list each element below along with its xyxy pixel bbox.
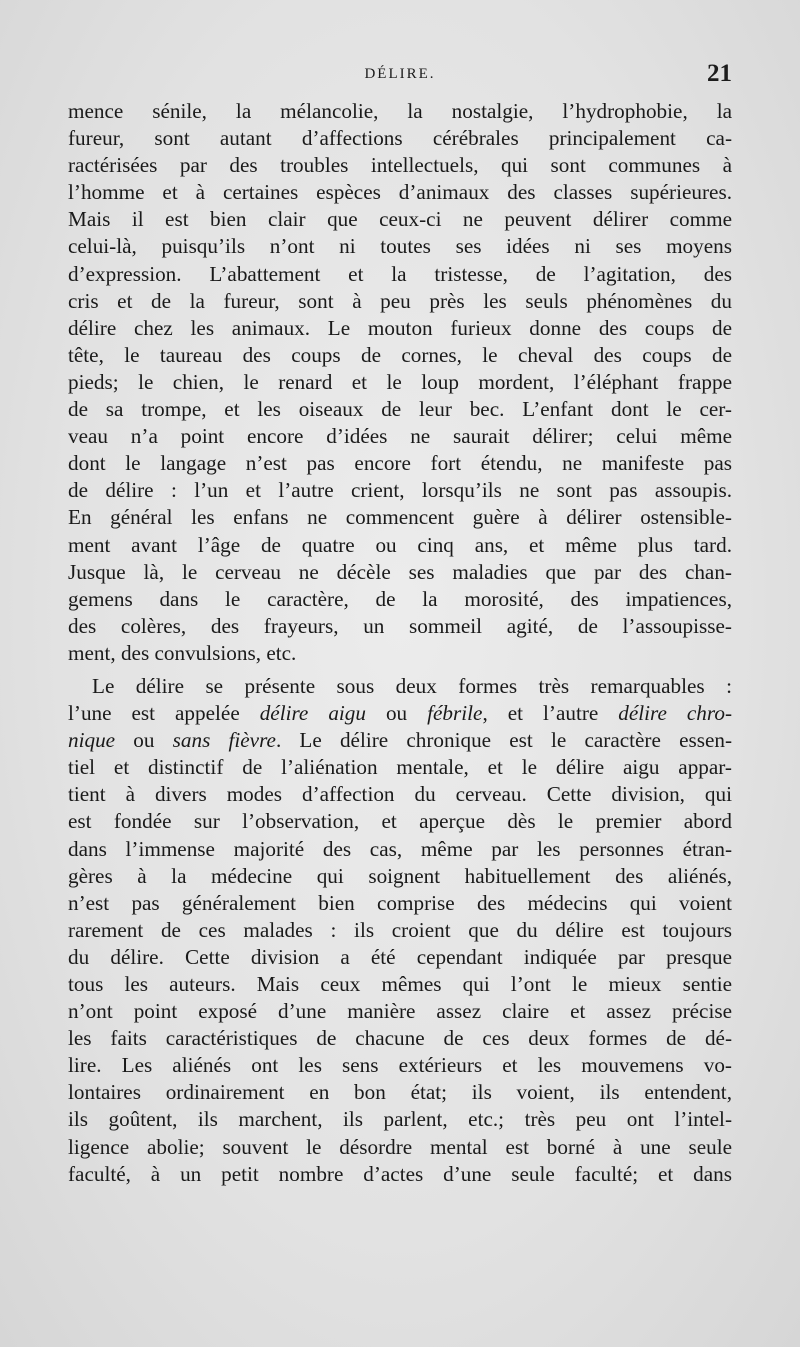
text-line: veau n’a point encore d’idées ne saurait délirer; celui même xyxy=(68,424,732,449)
text-line: Jusque là, le cerveau ne décèle ses maladies que par des chan- xyxy=(68,559,732,584)
text-line: ment avant l’âge de quatre ou cinq ans, et même plus tard. xyxy=(68,532,732,557)
text-line: de délire : l’un et l’autre crient, lorsqu’ils ne sont pas assoupis. xyxy=(68,478,732,503)
italic-term: délire chro- xyxy=(618,701,732,726)
text-line: tous les auteurs. Mais ceux mêmes qui l’ont le mieux sentie xyxy=(68,972,732,996)
text-line: rarement de ces malades : ils croient que du délire est toujours xyxy=(68,917,732,942)
text-line: pieds; le chien, le renard et le loup mordent, l’éléphant frappe xyxy=(68,369,732,394)
text-line: gères à la médecine qui soignent habituellement des aliénés, xyxy=(68,863,732,888)
text-line: faculté, à un petit nombre d’actes d’une seule faculté; et dans xyxy=(68,1161,732,1186)
text-run: ou xyxy=(365,701,428,726)
italic-term: fébrile xyxy=(427,701,483,726)
text-line: cris et de la fureur, sont à peu près les seuls phénomènes du xyxy=(68,288,732,313)
page-number: 21 xyxy=(707,60,732,87)
text-line: mence sénile, la mélancolie, la nostalgie, l’hydrophobie, la xyxy=(68,99,732,123)
text-line: tient à divers modes d’affection du cerveau. Cette division, qui xyxy=(68,782,732,807)
italic-term: nique xyxy=(68,728,116,753)
paragraph-1 xyxy=(68,98,732,667)
text-line: ligence abolie; souvent le désordre mental est borné à une seule xyxy=(68,1134,732,1159)
text-line: tiel et distinctif de l’aliénation mentale, et le délire aigu appar- xyxy=(68,755,732,780)
text-line: ment, des convulsions, etc. xyxy=(68,640,297,665)
text-line: d’expression. L’abattement et la tristesse, de l’agitation, des xyxy=(68,261,732,286)
paragraph-2 xyxy=(68,673,732,1188)
text-run: . Le délire chronique est le caractère essen- xyxy=(275,728,732,753)
text-line: fureur, sont autant d’affections cérébrales principalement ca- xyxy=(68,126,732,151)
text-line: lire. Les aliénés ont les sens extérieurs et les mouvemens vo- xyxy=(68,1053,732,1078)
text-line: Le délire se présente sous deux formes très remarquables : xyxy=(92,673,732,698)
text-line: tête, le taureau des coups de cornes, le cheval des coups de xyxy=(68,342,732,367)
text-line: les faits caractéristiques de chacune de ces deux formes de dé- xyxy=(68,1026,732,1051)
text-line: du délire. Cette division a été cependant indiquée par presque xyxy=(68,944,732,969)
text-line: ils goûtent, ils marchent, ils parlent, etc.; très peu ont l’intel- xyxy=(68,1107,732,1132)
italic-term: délire aigu xyxy=(259,701,366,726)
text-line: En général les enfans ne commencent guère à délirer ostensible- xyxy=(68,505,732,530)
page-header xyxy=(68,58,732,94)
text-line: gemens dans le caractère, de la morosité, des impatiences, xyxy=(68,586,732,611)
text-line: délire chez les animaux. Le mouton furieux donne des coups de xyxy=(68,315,732,340)
italic-term: sans fièvre xyxy=(172,728,276,753)
text-line xyxy=(68,700,732,727)
text-line: Mais il est bien clair que ceux-ci ne peuvent délirer comme xyxy=(68,207,732,232)
text-line: dont le langage n’est pas encore fort étendu, ne manifeste pas xyxy=(68,451,732,476)
text-line: ractérisées par des troubles intellectuels, qui sont communes à xyxy=(68,153,732,178)
text-line: celui-là, puisqu’ils n’ont ni toutes ses idées ni ses moyens xyxy=(68,234,732,259)
text-run: ou xyxy=(115,728,173,753)
running-head: DÉLIRE. xyxy=(364,66,436,82)
text-run: , et l’autre xyxy=(482,701,619,726)
text-line xyxy=(68,727,732,754)
text-line: est fondée sur l’observation, et aperçue dès le premier abord xyxy=(68,809,732,834)
text-line: l’homme et à certaines espèces d’animaux des classes supérieures. xyxy=(68,180,732,205)
text-line: de sa trompe, et les oiseaux de leur bec. L’enfant dont le cer- xyxy=(68,397,732,422)
text-line: n’est pas généralement bien comprise des médecins qui voient xyxy=(68,890,732,915)
text-line: lontaires ordinairement en bon état; ils voient, ils entendent, xyxy=(68,1080,732,1105)
text-line: des colères, des frayeurs, un sommeil agité, de l’assoupisse- xyxy=(68,613,732,638)
text-line: dans l’immense majorité des cas, même par les personnes étran- xyxy=(68,836,732,861)
body-text xyxy=(68,98,732,1188)
text-line: n’ont point exposé d’une manière assez claire et assez précise xyxy=(68,999,732,1024)
text-run: l’une est appelée xyxy=(68,701,260,726)
